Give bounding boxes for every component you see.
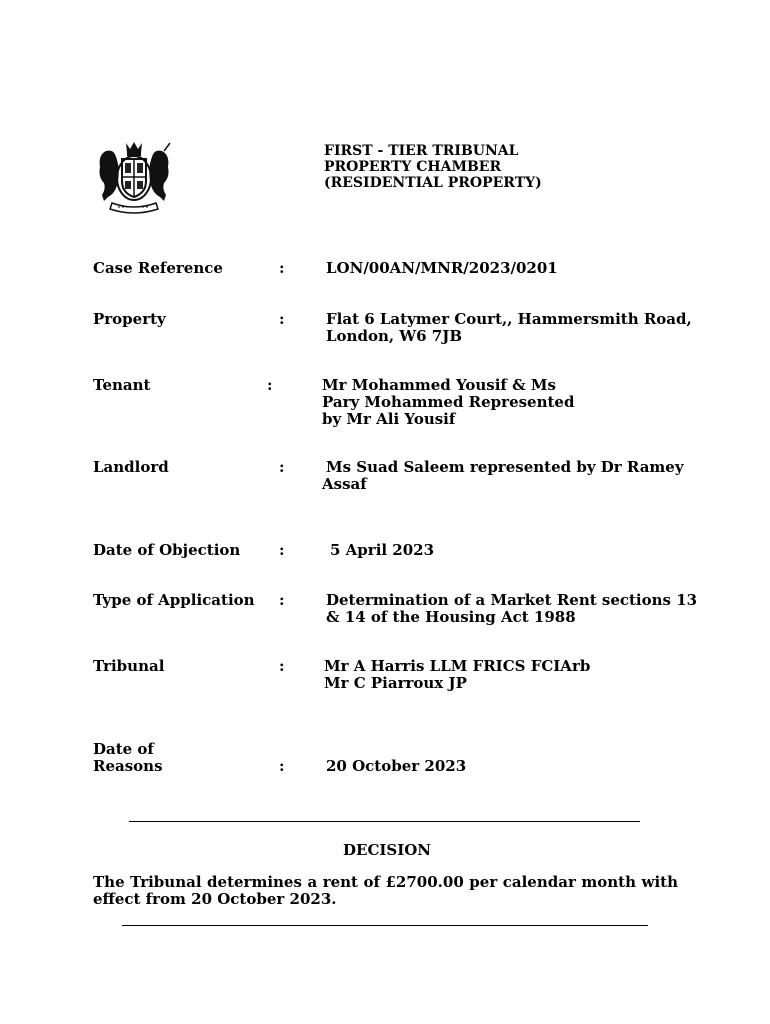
colon: : — [279, 541, 285, 559]
type-of-application-value — [326, 592, 697, 626]
colon: : — [279, 310, 285, 328]
application-line-1: Determination of a Market Rent sections 13 — [326, 591, 698, 609]
property-value — [326, 311, 692, 345]
royal-coat-of-arms-icon — [94, 137, 174, 217]
tribunal-value — [324, 658, 590, 692]
date-of-reasons-value: 20 October 2023 — [326, 757, 467, 775]
divider-bottom — [122, 925, 648, 926]
tribunal-label: Tribunal — [93, 657, 165, 675]
decision-heading: DECISION — [343, 841, 432, 859]
date-of-reasons-label-line-2: Reasons — [93, 757, 163, 775]
landlord-line-1: Ms Suad Saleem represented by Dr Ramey — [326, 458, 684, 476]
divider-top — [129, 821, 640, 822]
landlord-label: Landlord — [93, 458, 169, 476]
tenant-line-2: Pary Mohammed Represented — [322, 393, 575, 411]
tenant-line-3: by Mr Ali Yousif — [322, 410, 456, 428]
date-of-objection-label: Date of Objection — [93, 541, 241, 559]
case-reference-value: LON/00AN/MNR/2023/0201 — [326, 259, 558, 277]
property-line-2: London, W6 7JB — [326, 327, 463, 345]
tenant-line-1: Mr Mohammed Yousif & Ms — [322, 376, 556, 394]
colon: : — [279, 458, 285, 476]
colon: : — [279, 259, 285, 277]
property-line-1: Flat 6 Latymer Court,, Hammersmith Road, — [326, 310, 692, 328]
application-line-2: & 14 of the Housing Act 1988 — [326, 608, 576, 626]
heading-line-1: FIRST - TIER TRIBUNAL — [324, 143, 519, 159]
colon: : — [267, 376, 273, 394]
type-of-application-label: Type of Application — [93, 591, 255, 609]
landlord-line-2: Assaf — [322, 475, 367, 493]
tribunal-heading — [324, 143, 542, 191]
colon: : — [279, 591, 285, 609]
date-of-reasons-label-line-1: Date of — [93, 740, 154, 758]
tenant-value — [322, 377, 574, 428]
heading-line-3: (RESIDENTIAL PROPERTY) — [324, 175, 542, 191]
case-reference-label: Case Reference — [93, 259, 223, 277]
decision-text: The Tribunal determines a rent of £2700.00 per calendar month with effect from 20 October 2023. — [93, 873, 678, 908]
heading-line-2: PROPERTY CHAMBER — [324, 159, 502, 175]
tenant-label: Tenant — [93, 376, 151, 394]
landlord-value — [322, 459, 684, 493]
property-label: Property — [93, 310, 166, 328]
colon: : — [279, 757, 285, 775]
tribunal-member-2: Mr C Piarroux JP — [324, 674, 467, 692]
date-of-objection-value: 5 April 2023 — [330, 541, 435, 559]
colon: : — [279, 657, 285, 675]
tribunal-member-1: Mr A Harris LLM FRICS FCIArb — [324, 657, 591, 675]
date-of-reasons-label — [93, 741, 163, 775]
